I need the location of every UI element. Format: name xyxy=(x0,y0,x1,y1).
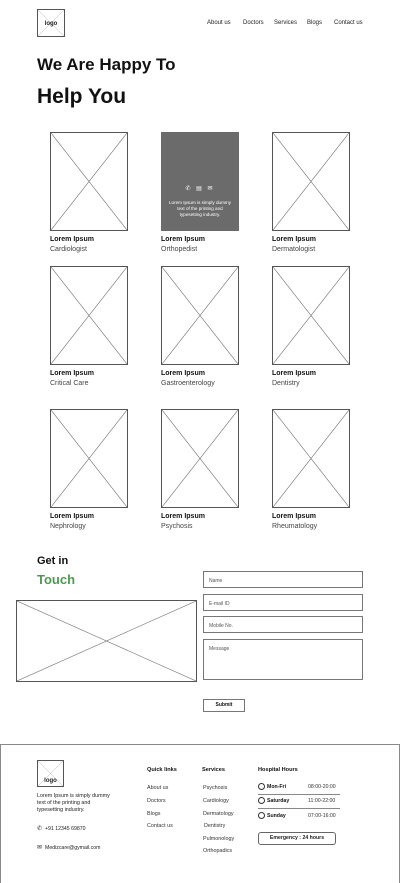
doctor-specialty: Psychosis xyxy=(161,523,193,530)
doctor-name: Lorem Ipsum xyxy=(272,370,316,377)
footer-link-about-us[interactable]: About us xyxy=(147,785,169,791)
nav-about-us[interactable]: About us xyxy=(207,20,231,26)
services-title: Services xyxy=(202,767,226,773)
nav-blogs[interactable]: Blogs xyxy=(307,20,323,26)
footer-logo[interactable] xyxy=(37,760,64,787)
doctor-specialty: Dentistry xyxy=(272,380,300,387)
doctor-name: Lorem Ipsum xyxy=(272,513,316,520)
footer-email[interactable] xyxy=(37,844,100,851)
contact-heading-line1: Get in xyxy=(37,555,69,567)
doctor-specialty: Orthopedist xyxy=(161,246,198,253)
doctor-name: Lorem Ipsum xyxy=(161,513,205,520)
clock-icon xyxy=(258,812,265,819)
doctor-photo-placeholder[interactable] xyxy=(50,266,128,365)
doctor-name: Lorem Ipsum xyxy=(161,370,205,377)
nav-doctors[interactable]: Doctors xyxy=(243,20,264,26)
doctor-name: Lorem Ipsum xyxy=(50,370,94,377)
hero-heading-line2: Help You xyxy=(37,85,127,108)
doctor-specialty: Critical Care xyxy=(50,380,89,387)
clock-icon xyxy=(258,783,265,790)
doctor-specialty: Cardiologist xyxy=(50,246,87,253)
emergency-badge[interactable]: Emergency : 24 hours xyxy=(258,832,336,845)
doctor-photo-placeholder[interactable] xyxy=(272,132,350,231)
hours-row-saturday xyxy=(258,795,340,809)
doctor-photo-placeholder[interactable] xyxy=(161,409,239,508)
doctor-name: Lorem Ipsum xyxy=(50,236,94,243)
mail-icon: ✉ xyxy=(37,845,43,851)
doctor-photo-placeholder[interactable] xyxy=(50,132,128,231)
doctor-photo-placeholder[interactable] xyxy=(50,409,128,508)
footer-phone-text: +91 12345 69870 xyxy=(45,826,86,832)
footer-service-psychosis[interactable]: Psychosis xyxy=(203,785,228,791)
doctor-specialty: Gastroenterology xyxy=(161,380,215,387)
hover-card-text: Lorem Ipsum is simply dummy text of the printing and typesetting industry. xyxy=(168,200,232,217)
email-field[interactable]: E-mail ID xyxy=(203,594,363,611)
doctor-specialty: Dermatologist xyxy=(272,246,316,253)
clock-icon xyxy=(258,797,265,804)
logo-text: logo xyxy=(44,21,58,27)
doctor-name: Lorem Ipsum xyxy=(50,513,94,520)
doctor-card-hover-overlay[interactable] xyxy=(161,132,239,231)
footer-email-text: Medizcare@gymail.com xyxy=(45,845,101,851)
hospital-hours-title: Hospital Hours xyxy=(258,767,298,773)
footer-service-pulmonology[interactable]: Pulmonology xyxy=(203,836,235,842)
doctor-name: Lorem Ipsum xyxy=(161,236,205,243)
nav-services[interactable]: Services xyxy=(274,20,298,26)
footer-service-dentistry[interactable]: Dentistry xyxy=(204,823,226,829)
doctor-specialty: Nephrology xyxy=(50,523,86,530)
footer-service-dermatology[interactable]: Dermatology xyxy=(203,811,234,817)
footer-about-text: Lorem Ipsum is simply dummy text of the printing and typesetting industry. xyxy=(37,793,110,813)
footer-link-contact-us[interactable]: Contact us xyxy=(147,823,173,829)
hours-row-weekdays xyxy=(258,781,340,795)
footer-logo-text: logo xyxy=(44,778,57,784)
doctor-photo-placeholder[interactable] xyxy=(272,409,350,508)
hours-time: 07:00-16:00 xyxy=(308,813,336,819)
hours-row-sunday xyxy=(258,810,340,823)
message-field[interactable]: Message xyxy=(203,639,363,680)
footer-phone[interactable] xyxy=(37,825,86,832)
footer-link-blogs[interactable]: Blogs xyxy=(147,811,161,817)
hours-day: Sunday xyxy=(267,813,286,819)
name-field[interactable]: Name xyxy=(203,571,363,588)
doctor-photo-placeholder[interactable] xyxy=(272,266,350,365)
hero-heading-line1: We Are Happy To xyxy=(37,55,176,74)
mobile-field[interactable]: Mobile No. xyxy=(203,616,363,633)
hours-day: Mon-Fri xyxy=(267,784,287,790)
phone-icon: ✆ xyxy=(37,826,43,832)
doctor-photo-placeholder[interactable] xyxy=(161,266,239,365)
footer-service-cardiology[interactable]: Cardiology xyxy=(203,798,229,804)
doctor-name: Lorem Ipsum xyxy=(272,236,316,243)
nav-contact-us[interactable]: Contact us xyxy=(334,20,363,26)
quick-links-title: Quick links xyxy=(147,767,177,773)
contact-image-placeholder xyxy=(16,600,197,682)
hours-time: 11:00-22:00 xyxy=(308,798,336,804)
footer-service-orthopadics[interactable]: Orthopadics xyxy=(203,848,233,854)
hours-day: Saturday xyxy=(267,798,290,804)
logo[interactable] xyxy=(37,9,65,37)
submit-button[interactable]: Submit xyxy=(203,699,245,712)
hours-time: 08:00-20:00 xyxy=(308,784,336,790)
hover-icons[interactable]: ✆ ▤ ✉ xyxy=(185,186,215,192)
footer-link-doctors[interactable]: Doctors xyxy=(147,798,166,804)
doctor-specialty: Rheumatology xyxy=(272,523,318,530)
contact-heading-line2: Touch xyxy=(37,572,76,587)
